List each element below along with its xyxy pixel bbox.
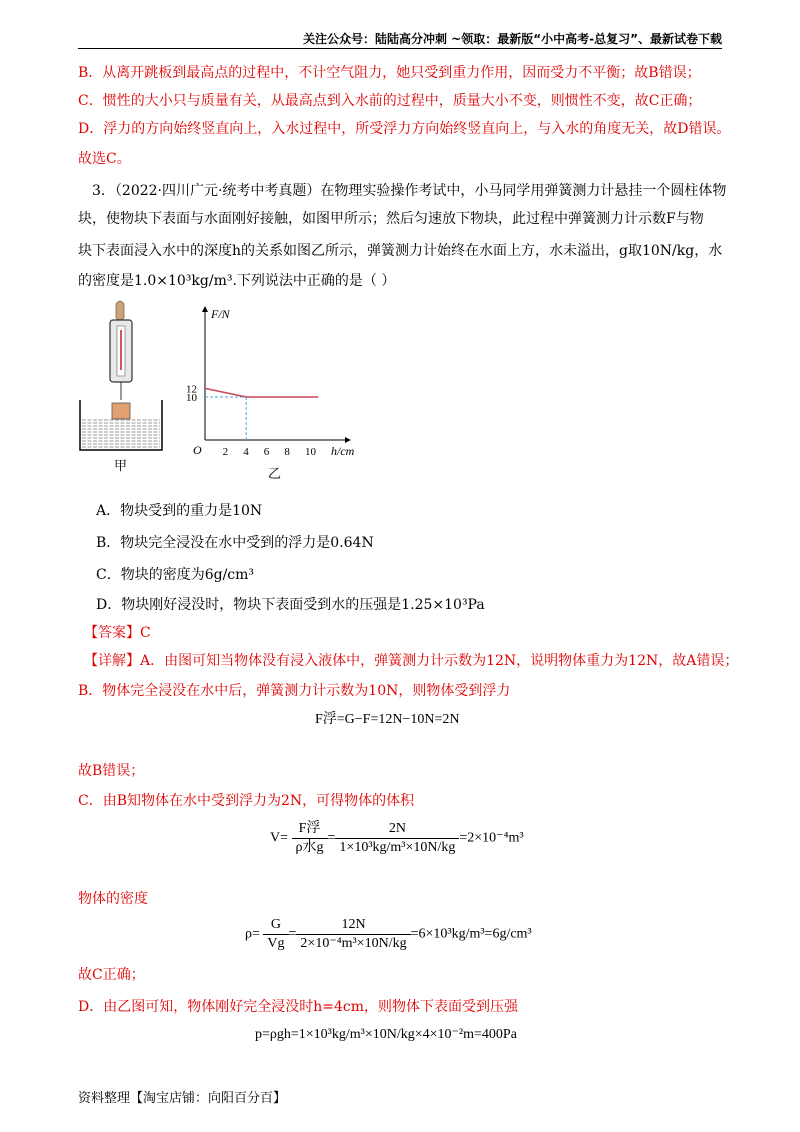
y-tick-group bbox=[186, 383, 198, 404]
x-tick-label: 2 bbox=[222, 446, 229, 458]
eq2-frac2 bbox=[335, 820, 459, 857]
figure-label-right: 乙 bbox=[268, 467, 282, 482]
question-line-4: 的密度是1.0×10³kg/m³.下列说法中正确的是（ ） bbox=[78, 273, 396, 289]
x-tick-group bbox=[223, 446, 317, 458]
y-axis-label: F/N bbox=[211, 307, 230, 321]
question-line-1: 3．（2022·四川广元·统考中考真题）在物理实验操作考试中，小马同学用弹簧测力计悬挂一个圆柱体物 bbox=[92, 183, 727, 199]
x-tick-label: 6 bbox=[263, 446, 270, 458]
eq2-den1: ρ水g bbox=[295, 840, 324, 855]
equation-density: ρ= $\frac{G}{Vg}$ = $\frac{12N}{\text{2×10⁻⁴m³×10N/kg}}$ =6×10³kg/m³=6g/cm³ bbox=[245, 917, 532, 951]
water-hatching bbox=[82, 420, 160, 447]
y-tick-label: 10 bbox=[186, 392, 197, 404]
eq2-frac1 bbox=[292, 820, 328, 857]
y-tick-label: 12 bbox=[186, 383, 197, 396]
eq3-left: ρ= bbox=[245, 926, 260, 942]
option-c: C．物块的密度为6g/cm³ bbox=[96, 567, 255, 583]
explanation-c-conclusion: 故C正确； bbox=[78, 967, 145, 983]
eq3-frac2 bbox=[296, 916, 410, 953]
x-axis-label: h/cm bbox=[331, 444, 355, 458]
eq2-num1: F浮 bbox=[292, 820, 328, 839]
density-intro: 物体的密度 bbox=[78, 891, 148, 907]
origin-label: O bbox=[193, 443, 202, 457]
x-tick-label: 4 bbox=[243, 446, 249, 458]
eq2-num2: 2N bbox=[335, 820, 459, 839]
series-line bbox=[205, 388, 318, 397]
hand-icon bbox=[116, 301, 124, 320]
prev-answer-conclusion: 故选C。 bbox=[78, 151, 131, 167]
eq2-result: =2×10⁻⁴m³ bbox=[459, 830, 524, 846]
explanation-c: C．由B知物体在水中受到浮力为2N，可得物体的体积 bbox=[78, 793, 415, 809]
explanation-d: D．由乙图可知，物体刚好完全浸没时h=4cm，则物体下表面受到压强 bbox=[78, 999, 518, 1015]
eq3-frac1 bbox=[263, 916, 288, 953]
f-h-chart bbox=[186, 306, 355, 458]
cylinder-block bbox=[112, 403, 130, 419]
header-text: 关注公众号：陆陆高分冲刺 ~领取：最新版“小中高考-总复习”、最新试卷下载 bbox=[303, 32, 722, 46]
explanation-b: B．物体完全浸没在水中后，弹簧测力计示数为10N，则物体受到浮力 bbox=[78, 683, 511, 699]
explanation-b-conclusion: 故B错误； bbox=[78, 763, 145, 779]
x-axis-arrow bbox=[345, 437, 351, 443]
equation-pressure: p=ρgh=1×10³kg/m³×10N/kg×4×10⁻²m=400Pa bbox=[255, 1027, 517, 1042]
dashed-guides bbox=[205, 397, 246, 440]
eq3-result: =6×10³kg/m³=6g/cm³ bbox=[410, 926, 532, 942]
footer-text: 资料整理【淘宝店铺：向阳百分百】 bbox=[78, 1091, 287, 1106]
eq3-num2: 12N bbox=[296, 916, 410, 935]
prev-answer-c: C．惯性的大小只与质量有关，从最高点到入水前的过程中，质量大小不变，则惯性不变，故C正确； bbox=[78, 93, 702, 109]
x-tick-label: 8 bbox=[284, 446, 290, 458]
option-a: A．物块受到的重力是10N bbox=[96, 503, 263, 519]
option-d: D．物块刚好浸没时，物块下表面受到水的压强是1.25×10³Pa bbox=[96, 597, 485, 613]
prev-answer-b: B．从离开跳板到最高点的过程中，不计空气阻力，她只受到重力作用，因而受力不平衡；故B错误； bbox=[78, 65, 701, 81]
page-footer bbox=[78, 1087, 286, 1106]
prev-answer-d: D．浮力的方向始终竖直向上，入水过程中，所受浮力方向始终竖直向上，与入水的角度无关，故D错误。 bbox=[78, 121, 731, 137]
y-axis-arrow bbox=[202, 306, 208, 312]
figures bbox=[70, 300, 370, 489]
eq3-den2: 2×10⁻⁴m³×10N/kg bbox=[300, 936, 407, 951]
equation-volume: V= $\frac{\text{F浮}}{\text{ρ水g}}$ = $\frac{2N}{\text{1×10³kg/m³×10N/kg}}$ =2×10⁻⁴m³ bbox=[270, 821, 524, 855]
x-tick-label: 10 bbox=[305, 446, 316, 458]
explanation-a: 【详解】A．由图可知当物体没有浸入液体中，弹簧测力计示数为12N，说明物体重力为12N，故A错误； bbox=[84, 653, 739, 669]
eq2-den2: 1×10³kg/m³×10N/kg bbox=[339, 840, 456, 855]
option-b: B．物块完全浸没在水中受到的浮力是0.64N bbox=[96, 535, 374, 551]
eq3-den1: Vg bbox=[267, 936, 285, 951]
figure-label-left: 甲 bbox=[114, 459, 128, 474]
figure-svg bbox=[70, 300, 370, 485]
eq2-left: V= bbox=[270, 830, 289, 846]
eq3-num1: G bbox=[263, 916, 288, 935]
apparatus-figure bbox=[80, 301, 162, 450]
question-line-3: 块下表面浸入水中的深度h的关系如图乙所示，弹簧测力计始终在水面上方，水未溢出，g取10N/kg，水 bbox=[78, 243, 723, 259]
equation-buoyancy: F浮=G−F=12N−10N=2N bbox=[315, 712, 460, 727]
question-line-2: 块，使物块下表面与水面刚好接触，如图甲所示；然后匀速放下物块，此过程中弹簧测力计示数F与物 bbox=[78, 211, 704, 227]
answer-label: 【答案】C bbox=[84, 625, 151, 641]
page-header bbox=[78, 30, 722, 49]
